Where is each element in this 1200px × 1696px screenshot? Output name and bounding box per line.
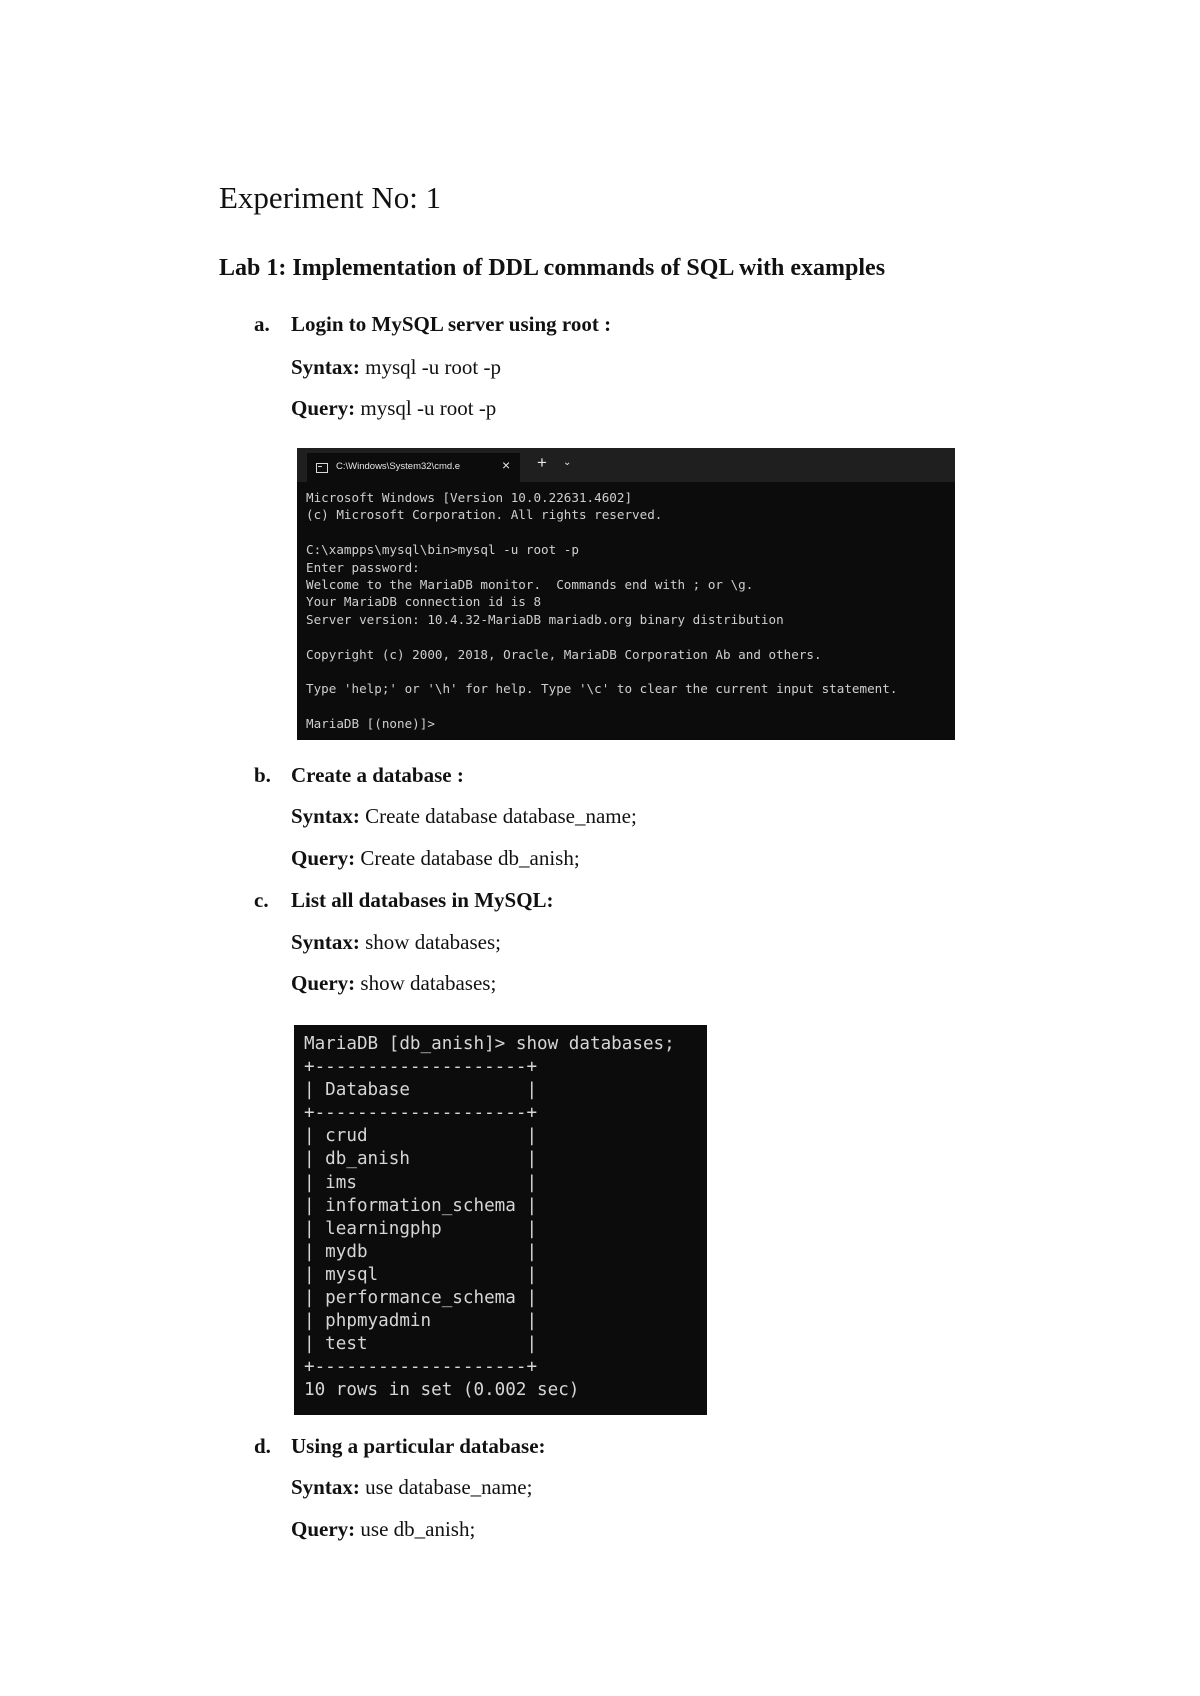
section-d-query	[291, 1517, 475, 1542]
terminal-line: Microsoft Windows [Version 10.0.22631.4602]	[306, 490, 633, 505]
syntax-label: Syntax:	[291, 804, 360, 828]
section-b-query	[291, 846, 580, 871]
section-letter: a.	[254, 312, 270, 336]
terminal-output	[297, 482, 955, 733]
terminal-line	[306, 698, 946, 715]
syntax-text: use database_name;	[365, 1475, 533, 1499]
terminal-line: | phpmyadmin |	[304, 1311, 538, 1332]
terminal-line: | learningphp |	[304, 1218, 538, 1239]
section-c-syntax	[291, 930, 501, 955]
query-text: mysql -u root -p	[360, 396, 497, 420]
terminal-line: Server version: 10.4.32-MariaDB mariadb.org binary distribution	[306, 611, 784, 627]
query-label: Query:	[291, 1517, 356, 1541]
terminal-line: | crud |	[304, 1126, 538, 1147]
query-text: use db_anish;	[360, 1517, 476, 1541]
terminal-line: MariaDB [(none)]>	[306, 716, 435, 732]
terminal-line	[306, 663, 946, 680]
terminal-line: MariaDB [db_anish]> show databases;	[304, 1034, 675, 1054]
terminal-line: Welcome to the MariaDB monitor. Commands end with ; or \g.	[306, 577, 754, 593]
section-heading-text: List all databases in MySQL:	[291, 888, 554, 912]
query-label: Query:	[291, 971, 356, 995]
terminal-line: | performance_schema |	[304, 1288, 538, 1309]
terminal-line: | information_schema |	[304, 1195, 538, 1216]
terminal-line: Type 'help;' or '\h' for help. Type '\c' to clear the current input statement.	[306, 681, 898, 697]
section-c-heading	[254, 888, 554, 913]
page-title: Experiment No: 1	[219, 180, 442, 215]
terminal-line: +--------------------+	[304, 1057, 538, 1078]
terminal-line: (c) Microsoft Corporation. All rights reserved.	[306, 507, 663, 523]
cmd-icon	[316, 463, 328, 473]
terminal-line: 10 rows in set (0.002 sec)	[304, 1380, 580, 1401]
query-label: Query:	[291, 396, 356, 420]
section-letter: d.	[254, 1434, 271, 1458]
section-d-heading	[254, 1434, 546, 1459]
terminal-line: | mydb |	[304, 1241, 538, 1262]
terminal-line: C:\xampps\mysql\bin>mysql -u root -p	[306, 542, 579, 558]
terminal-line: | mysql |	[304, 1264, 538, 1285]
section-b-syntax	[291, 804, 637, 829]
terminal-tab	[307, 453, 520, 482]
terminal-output	[294, 1025, 707, 1403]
section-heading-text: Using a particular database:	[291, 1434, 546, 1458]
terminal-tab-bar	[297, 448, 955, 482]
query-label: Query:	[291, 846, 356, 870]
terminal-line: | ims |	[304, 1172, 538, 1193]
terminal-line: +--------------------+	[304, 1357, 538, 1378]
terminal-line: | db_anish |	[304, 1149, 538, 1170]
terminal-line: | Database |	[304, 1080, 538, 1101]
terminal-line: | test |	[304, 1334, 538, 1355]
show-databases-screenshot	[294, 1025, 707, 1415]
syntax-label: Syntax:	[291, 1475, 360, 1499]
section-d-syntax	[291, 1475, 532, 1500]
section-heading-text: Create a database :	[291, 763, 464, 787]
section-c-query	[291, 971, 496, 996]
query-text: show databases;	[360, 971, 497, 995]
section-b-heading	[254, 763, 464, 788]
terminal-line	[306, 524, 946, 541]
terminal-line	[306, 628, 946, 645]
plus-icon: +	[537, 453, 547, 472]
section-a-syntax	[291, 355, 501, 380]
syntax-label: Syntax:	[291, 355, 360, 379]
terminal-line: Copyright (c) 2000, 2018, Oracle, MariaDB Corporation Ab and others.	[306, 646, 822, 662]
section-letter: c.	[254, 888, 269, 912]
terminal-line: Your MariaDB connection id is 8	[306, 594, 542, 610]
lab-title: Lab 1: Implementation of DDL commands of SQL with examples	[219, 255, 886, 281]
section-a-heading	[254, 312, 611, 337]
terminal-line: Enter password:	[306, 559, 420, 575]
syntax-label: Syntax:	[291, 930, 360, 954]
tab-title: C:\Windows\System32\cmd.e	[336, 461, 461, 472]
terminal-line: +--------------------+	[304, 1103, 538, 1124]
chevron-down-icon: ⌄	[563, 457, 572, 468]
section-a-query	[291, 396, 496, 421]
syntax-text: show databases;	[365, 930, 501, 954]
close-icon: ×	[502, 457, 511, 473]
section-heading-text: Login to MySQL server using root :	[291, 312, 612, 336]
section-letter: b.	[254, 763, 271, 787]
query-text: Create database db_anish;	[360, 846, 580, 870]
cmd-terminal-screenshot	[297, 448, 955, 740]
syntax-text: Create database database_name;	[365, 804, 637, 828]
syntax-text: mysql -u root -p	[365, 355, 502, 379]
